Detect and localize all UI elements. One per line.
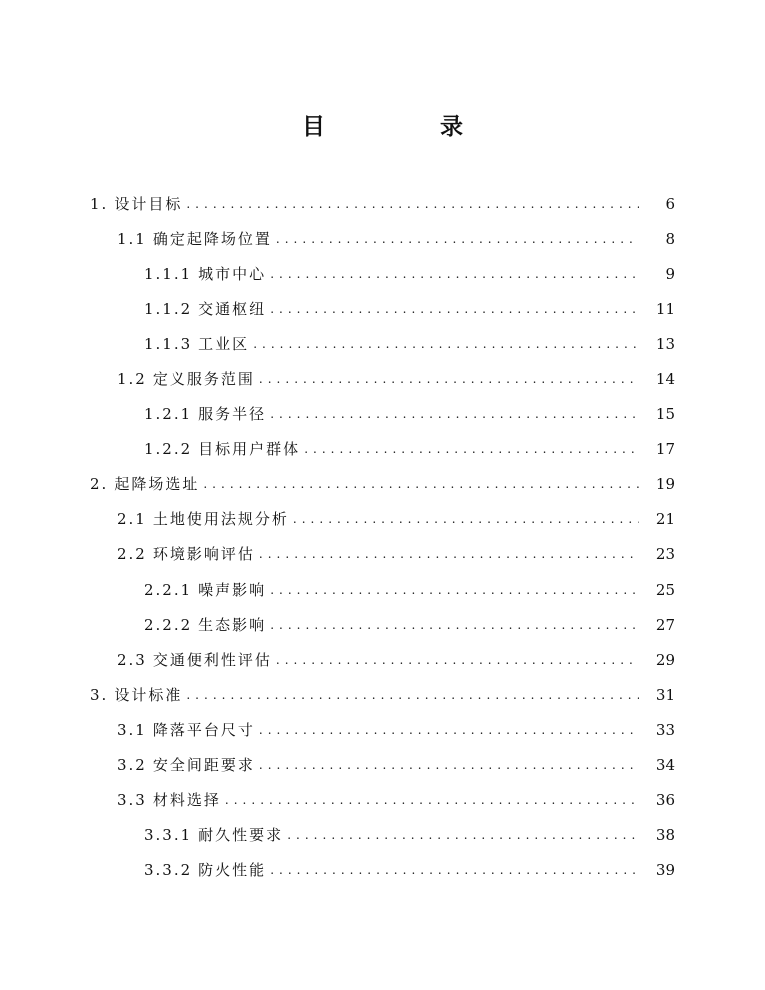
toc-entry-title: 防火性能 bbox=[198, 861, 267, 880]
toc-entry-number: 3. bbox=[90, 685, 109, 704]
toc-entry-page-number: 21 bbox=[655, 510, 675, 529]
toc-entry[interactable] bbox=[0, 642, 765, 677]
toc-dot-leader bbox=[186, 686, 639, 704]
toc-entry[interactable] bbox=[0, 502, 765, 537]
toc-entry-page-number: 23 bbox=[655, 545, 675, 564]
toc-entry-title: 交通便利性评估 bbox=[152, 650, 272, 669]
toc-entry-title: 设计目标 bbox=[114, 194, 183, 213]
toc-entry-title: 工业区 bbox=[198, 334, 250, 353]
toc-entry-page-number: 19 bbox=[655, 475, 675, 494]
toc-entry[interactable] bbox=[0, 256, 765, 291]
toc-entry-page-number: 33 bbox=[655, 720, 675, 739]
toc-entry-number: 1.1.3 bbox=[144, 334, 193, 353]
toc-dot-leader bbox=[276, 230, 639, 248]
toc-dot-leader bbox=[287, 826, 639, 844]
toc-dot-leader bbox=[225, 791, 639, 809]
toc-entry-number: 1. bbox=[90, 194, 109, 213]
toc-entry-title: 降落平台尺寸 bbox=[152, 720, 255, 739]
toc-entry[interactable] bbox=[0, 291, 765, 326]
toc-entry-number: 2.2 bbox=[117, 545, 147, 564]
toc-entry[interactable] bbox=[0, 361, 765, 396]
toc-entry-page-number: 39 bbox=[655, 861, 675, 880]
toc-entry[interactable] bbox=[0, 186, 765, 221]
toc-entry-page-number: 31 bbox=[655, 685, 675, 704]
toc-entry-number: 1.1 bbox=[117, 229, 147, 248]
toc-dot-leader bbox=[253, 335, 639, 353]
toc-entry[interactable] bbox=[0, 397, 765, 432]
toc-entry-title: 设计标准 bbox=[114, 685, 183, 704]
toc-entry-page-number: 25 bbox=[655, 580, 675, 599]
toc-entry-title: 服务半径 bbox=[198, 405, 267, 424]
toc-entry-number: 2.3 bbox=[117, 650, 147, 669]
toc-entry-number: 2. bbox=[90, 475, 109, 494]
toc-entry[interactable] bbox=[0, 677, 765, 712]
toc-entry-title: 确定起降场位置 bbox=[152, 229, 272, 248]
toc-entry[interactable] bbox=[0, 783, 765, 818]
toc-entry-title: 耐久性要求 bbox=[198, 826, 284, 845]
toc-dot-leader bbox=[270, 861, 639, 879]
toc-entry-page-number: 36 bbox=[655, 791, 675, 810]
toc-entry[interactable] bbox=[0, 467, 765, 502]
toc-dot-leader bbox=[203, 475, 639, 493]
toc-entry-page-number: 14 bbox=[655, 370, 675, 389]
toc-entry[interactable] bbox=[0, 572, 765, 607]
toc-entry-title: 城市中心 bbox=[198, 264, 267, 283]
toc-entry-title: 生态影响 bbox=[198, 615, 267, 634]
toc-entry-title: 噪声影响 bbox=[198, 580, 267, 599]
page-title: 目 录 bbox=[302, 114, 509, 140]
toc-dot-leader bbox=[259, 545, 639, 563]
toc-dot-leader bbox=[259, 756, 639, 774]
toc-entry-number: 3.3.2 bbox=[144, 861, 193, 880]
toc-dot-leader bbox=[270, 616, 639, 634]
toc-entry-title: 安全间距要求 bbox=[152, 756, 255, 775]
toc-dot-leader bbox=[304, 440, 639, 458]
toc-entry-number: 3.2 bbox=[117, 756, 147, 775]
toc-entry[interactable] bbox=[0, 712, 765, 747]
toc-entry-title: 土地使用法规分析 bbox=[152, 510, 289, 529]
toc-dot-leader bbox=[259, 370, 639, 388]
toc-dot-leader bbox=[270, 300, 639, 318]
toc-entry-number: 2.2.2 bbox=[144, 615, 193, 634]
toc-entry-title: 交通枢纽 bbox=[198, 299, 267, 318]
toc-entry-number: 1.1.2 bbox=[144, 299, 193, 318]
toc-entry[interactable] bbox=[0, 221, 765, 256]
toc-entry-page-number: 13 bbox=[655, 334, 675, 353]
toc-entry[interactable] bbox=[0, 537, 765, 572]
toc-entry-number: 3.3.1 bbox=[144, 826, 193, 845]
toc-entry-number: 3.3 bbox=[117, 791, 147, 810]
toc-entry-number: 1.1.1 bbox=[144, 264, 193, 283]
toc-dot-leader bbox=[270, 405, 639, 423]
toc-dot-leader bbox=[186, 195, 639, 213]
toc-entry-page-number: 15 bbox=[655, 405, 675, 424]
toc-entry-page-number: 8 bbox=[665, 229, 675, 248]
toc-entry-number: 2.2.1 bbox=[144, 580, 193, 599]
toc-entry-number: 2.1 bbox=[117, 510, 147, 529]
toc-entry-page-number: 38 bbox=[655, 826, 675, 845]
toc-entry-title: 定义服务范围 bbox=[152, 370, 255, 389]
toc-dot-leader bbox=[259, 721, 639, 739]
toc-entry-number: 3.1 bbox=[117, 720, 147, 739]
table-of-contents bbox=[0, 186, 765, 888]
toc-entry-number: 1.2 bbox=[117, 370, 147, 389]
toc-entry-number: 1.2.2 bbox=[144, 440, 193, 459]
toc-dot-leader bbox=[276, 651, 639, 669]
toc-entry-page-number: 17 bbox=[655, 440, 675, 459]
toc-entry-title: 材料选择 bbox=[152, 791, 221, 810]
toc-entry-page-number: 11 bbox=[655, 299, 675, 318]
toc-entry[interactable] bbox=[0, 607, 765, 642]
toc-entry[interactable] bbox=[0, 748, 765, 783]
toc-entry-page-number: 6 bbox=[665, 194, 675, 213]
toc-entry-page-number: 27 bbox=[655, 615, 675, 634]
toc-entry[interactable] bbox=[0, 818, 765, 853]
toc-entry[interactable] bbox=[0, 326, 765, 361]
toc-entry[interactable] bbox=[0, 432, 765, 467]
toc-entry-number: 1.2.1 bbox=[144, 405, 193, 424]
toc-dot-leader bbox=[293, 510, 639, 528]
toc-entry[interactable] bbox=[0, 853, 765, 888]
toc-entry-page-number: 29 bbox=[655, 650, 675, 669]
toc-dot-leader bbox=[270, 265, 639, 283]
toc-entry-page-number: 9 bbox=[665, 264, 675, 283]
toc-entry-page-number: 34 bbox=[655, 756, 675, 775]
toc-dot-leader bbox=[270, 581, 639, 599]
toc-entry-title: 目标用户群体 bbox=[198, 440, 301, 459]
toc-entry-title: 环境影响评估 bbox=[152, 545, 255, 564]
toc-entry-title: 起降场选址 bbox=[114, 475, 200, 494]
